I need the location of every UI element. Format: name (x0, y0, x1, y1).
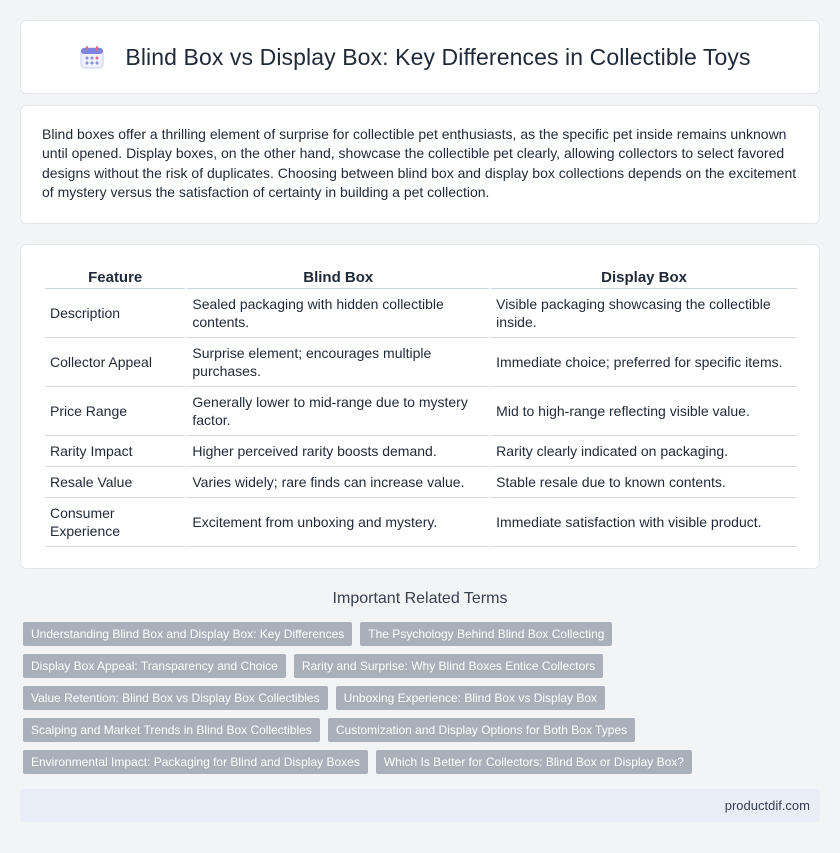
row-blind-box: Excitement from unboxing and mystery. (187, 498, 489, 547)
related-term-tag[interactable]: Understanding Blind Box and Display Box: Key Differences (23, 622, 352, 646)
header-feature: Feature (45, 265, 185, 289)
table-row (45, 467, 797, 498)
row-feature: Rarity Impact (45, 436, 185, 467)
row-display-box: Immediate satisfaction with visible product. (491, 498, 797, 547)
table-row (45, 436, 797, 467)
row-blind-box: Sealed packaging with hidden collectible contents. (187, 289, 489, 338)
row-feature: Price Range (45, 387, 185, 436)
header-blind-box: Blind Box (187, 265, 489, 289)
row-display-box: Rarity clearly indicated on packaging. (491, 436, 797, 467)
row-feature: Collector Appeal (45, 338, 185, 387)
row-blind-box: Varies widely; rare finds can increase value. (187, 467, 489, 498)
related-term-tag[interactable]: Display Box Appeal: Transparency and Choice (23, 654, 286, 678)
footer-site-link[interactable]: productdif.com (724, 798, 810, 813)
row-blind-box: Higher perceived rarity boosts demand. (187, 436, 489, 467)
table-row (45, 338, 797, 387)
row-blind-box: Generally lower to mid-range due to mystery factor. (187, 387, 489, 436)
title-row (21, 21, 819, 93)
related-term-tag[interactable]: Environmental Impact: Packaging for Blind and Display Boxes (23, 750, 368, 774)
related-terms-title: Important Related Terms (332, 590, 508, 607)
footer (20, 789, 820, 822)
related-term-tag[interactable]: Unboxing Experience: Blind Box vs Display Box (336, 686, 605, 710)
row-display-box: Mid to high-range reflecting visible value. (491, 387, 797, 436)
intro-card (20, 105, 820, 224)
calendar-icon (79, 44, 105, 70)
related-term-tag[interactable]: The Psychology Behind Blind Box Collecting (360, 622, 612, 646)
row-blind-box: Surprise element; encourages multiple purchases. (187, 338, 489, 387)
header-display-box: Display Box (491, 265, 797, 289)
table-row (45, 387, 797, 436)
table-row (45, 289, 797, 338)
table-row (45, 498, 797, 547)
comparison-table-card (20, 244, 820, 569)
row-display-box: Immediate choice; preferred for specific items. (491, 338, 797, 387)
row-display-box: Visible packaging showcasing the collectible inside. (491, 289, 797, 338)
row-feature: Resale Value (45, 467, 185, 498)
row-display-box: Stable resale due to known contents. (491, 467, 797, 498)
table-header-row (45, 265, 797, 289)
related-terms-list (23, 622, 823, 782)
row-feature: Consumer Experience (45, 498, 185, 547)
related-term-tag[interactable]: Which Is Better for Collectors: Blind Box or Display Box? (376, 750, 692, 774)
related-term-tag[interactable]: Scalping and Market Trends in Blind Box Collectibles (23, 718, 320, 742)
header-card (20, 20, 820, 94)
row-feature: Description (45, 289, 185, 338)
comparison-table (43, 265, 799, 547)
related-term-tag[interactable]: Customization and Display Options for Both Box Types (328, 718, 635, 742)
related-term-tag[interactable]: Value Retention: Blind Box vs Display Box Collectibles (23, 686, 328, 710)
intro-paragraph: Blind boxes offer a thrilling element of surprise for collectible pet enthusiasts, as the specific pet inside remains unknown until opened. Display boxes, on the other hand, showcase the collectible pet clearly, allowing collectors to select favored designs without the risk of duplicates. Choosing between blind box and display box collections depends on the excitement of mystery versus the satisfaction of certainty in building a pet collection. (42, 126, 797, 201)
related-term-tag[interactable]: Rarity and Surprise: Why Blind Boxes Entice Collectors (294, 654, 603, 678)
page-title: Blind Box vs Display Box: Key Differences in Collectible Toys (125, 43, 751, 70)
